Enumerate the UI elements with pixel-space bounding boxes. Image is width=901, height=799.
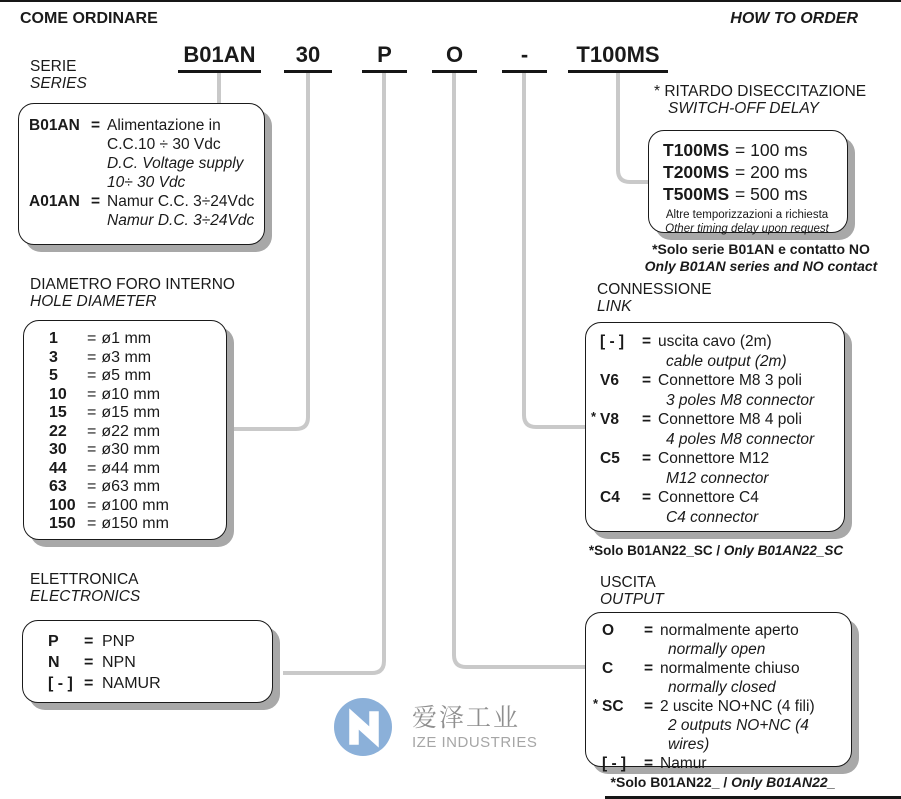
electronics-code: P [48,633,59,650]
equals-sign: = [644,698,654,715]
link-section-label [597,281,712,315]
hole-value: ø150 mm [101,515,169,532]
series-code: B01AN [29,117,80,134]
link-desc-italian: Connettore M12 [658,450,770,467]
code-segment-delay: T100MS [568,42,668,73]
delay-row [663,161,847,183]
output-code: O [602,622,615,639]
hole-value: ø100 mm [101,496,169,514]
output-desc-italian: Namur [660,755,707,772]
hole-value: ø63 mm [101,478,161,495]
series-description [107,192,258,230]
output-options-box [585,612,852,772]
delay-value: 500 ms [750,184,808,204]
hole-code: 1 [49,330,58,347]
electronics-options-box [22,620,273,703]
link-desc-english: 3 poles M8 connector [666,391,815,409]
hole-row [49,404,222,423]
equals-sign: = [87,367,97,384]
hole-code: 150 [49,515,76,532]
hole-value: ø22 mm [101,422,161,440]
link-desc-english: M12 connector [666,469,769,487]
output-desc-italian: 2 uscite NO+NC (4 fili) [660,698,815,715]
hole-code: 100 [49,496,76,514]
equals-sign: = [84,633,94,650]
equals-sign: = [87,330,97,347]
delay-footnote [630,241,892,275]
equals-sign: = [91,117,101,134]
output-code: SC [602,698,624,715]
link-code: [ - ] [600,333,625,350]
series-row [29,116,258,192]
link-desc-italian: uscita cavo (2m) [658,333,772,350]
link-footnote-bold: *Solo B01AN22_SC / [588,543,724,558]
hole-diameter-section-label [30,276,235,310]
equals-sign: = [84,675,94,692]
ize-logo-text [412,704,537,751]
output-desc-english: normally closed [668,679,776,696]
link-desc-english: 4 poles M8 connector [666,430,815,448]
output-desc-english: normally open [668,641,766,658]
hole-value: ø30 mm [101,441,161,458]
hole-label-italian: DIAMETRO FORO INTERNO [30,276,235,293]
hole-code: 30 [49,441,67,458]
code-segment-diameter: 30 [284,42,332,73]
output-row [593,696,849,754]
link-label-english: LINK [597,298,632,315]
equals-sign: = [87,404,97,421]
hole-code: 5 [49,367,58,384]
output-row [602,621,849,659]
equals-sign: = [735,162,746,182]
link-label-italian: CONNESSIONE [597,281,712,298]
electronics-row [48,673,268,694]
top-edge-line [0,0,901,2]
equals-sign: = [642,372,652,389]
hole-value: ø5 mm [101,367,152,384]
equals-sign: = [87,515,97,532]
link-desc-italian: Connettore C4 [658,489,759,506]
equals-sign: = [735,184,746,204]
link-desc-english: cable output (2m) [666,352,787,370]
equals-sign: = [87,459,97,477]
series-section-label [30,58,87,92]
electronics-row [48,631,268,652]
electronics-value: NAMUR [102,675,161,692]
hole-code: 44 [49,459,67,477]
link-desc-italian: Connettore M8 4 poli [658,411,802,428]
link-desc-english: C4 connector [666,508,759,526]
electronics-code: N [48,654,60,671]
link-row [600,371,842,410]
series-description [107,116,258,192]
hole-row [49,423,222,442]
output-label-italian: USCITA [600,574,656,591]
electronics-value: PNP [102,633,135,650]
connector-output-line [454,73,600,667]
equals-sign: = [642,489,652,506]
equals-sign: = [642,333,652,350]
code-segment-electronics: P [362,42,407,73]
equals-sign: = [735,140,746,160]
hole-row [49,515,222,534]
page-title-english: HOW TO ORDER [730,10,858,27]
electronics-code: [ - ] [48,675,73,692]
hole-row [49,330,222,349]
equals-sign: = [87,478,97,495]
delay-code: T500MS [663,184,730,204]
series-code: A01AN [29,193,80,210]
asterisk-marker: * [593,696,599,711]
output-desc-italian: normalmente aperto [660,622,799,639]
hole-row [49,367,222,386]
hole-row [49,460,222,479]
electronics-section-label [30,571,140,605]
connector-electronics-line [283,73,384,673]
link-code: V6 [600,372,619,389]
equals-sign: = [87,496,97,514]
equals-sign: = [84,654,94,671]
code-segment-series: B01AN [178,42,261,73]
link-footnote [583,543,849,558]
delay-value: 100 ms [750,140,808,160]
hole-diameter-options-box [23,320,227,540]
equals-sign: = [87,441,97,458]
equals-sign: = [642,411,652,428]
hole-row [49,349,222,368]
delay-code: T200MS [663,162,730,182]
hole-row [49,478,222,497]
electronics-value: NPN [102,654,136,671]
electronics-row [48,652,268,673]
hole-row [49,386,222,405]
equals-sign: = [91,193,101,210]
hole-value: ø3 mm [101,348,152,366]
series-desc-line: C.C.10 ÷ 30 Vdc [107,136,221,153]
delay-label-english: SWITCH-OFF DELAY [668,100,819,117]
code-segment-output: O [432,42,477,73]
hole-value: ø1 mm [101,330,152,347]
series-desc-line: Alimentazione in [107,117,221,134]
electronics-label-english: ELECTRONICS [30,588,141,605]
ize-logo-mark-icon [334,698,392,756]
hole-row [49,441,222,460]
series-label-italian: SERIE [30,58,77,75]
link-code: V8 [600,411,619,428]
link-row [591,409,842,449]
ize-logo-english-name: IZE INDUSTRIES [412,733,538,751]
hole-row [49,497,222,516]
ize-industries-logo [334,698,537,756]
hole-code: 10 [49,385,67,403]
link-row [600,488,842,527]
output-code: C [602,660,614,677]
hole-code: 3 [49,348,58,366]
output-desc-italian: normalmente chiuso [660,660,800,677]
output-footnote-italic: Only B01AN22_ [731,774,836,790]
link-footnote-italic: Only B01AN22_SC [723,543,844,558]
delay-footnote-italian: *Solo serie B01AN e contatto NO [652,241,870,257]
output-label-english: OUTPUT [600,591,664,608]
delay-notes [653,208,841,236]
series-row [29,192,258,230]
series-label-english: SERIES [30,75,87,92]
equals-sign: = [642,450,652,467]
code-segment-link: - [502,42,547,73]
hole-code: 22 [49,422,67,440]
equals-sign: = [87,422,97,440]
link-code: C5 [600,450,620,467]
series-options-box [18,103,265,245]
hole-value: ø10 mm [101,385,161,403]
link-options-box [585,322,845,532]
asterisk-marker: * [591,409,597,424]
link-desc-italian: Connettore M8 3 poli [658,372,802,389]
electronics-label-italian: ELETTRONICA [30,571,139,588]
hole-code: 63 [49,478,67,495]
delay-section-label [654,83,866,117]
delay-footnote-english: Only B01AN series and NO contact [644,258,878,274]
equals-sign: = [644,622,654,639]
equals-sign: = [644,660,654,677]
delay-row [663,139,847,161]
link-code: C4 [600,489,620,506]
page-title-italian: COME ORDINARE [20,10,158,27]
delay-note-english: Other timing delay upon request [665,223,829,235]
output-section-label [600,574,664,608]
output-code: [ - ] [602,755,627,772]
ize-logo-chinese-name: 爱泽工业 [412,702,521,732]
series-desc-line: 10÷ 30 Vdc [107,174,186,191]
delay-row [663,183,847,205]
output-footnote [592,774,854,790]
output-footnote-bold: *Solo B01AN22_ / [610,774,732,790]
hole-code: 15 [49,404,67,421]
series-desc-line: Namur C.C. 3÷24Vdc [107,193,255,210]
hole-value: ø44 mm [101,459,161,477]
delay-note-italian: Altre temporizzazioni a richiesta [665,209,829,221]
equals-sign: = [644,755,654,772]
equals-sign: = [87,348,97,366]
equals-sign: = [87,385,97,403]
series-desc-line: D.C. Voltage supply [107,155,244,172]
hole-label-english: HOLE DIAMETER [30,293,157,310]
delay-code: T100MS [663,140,730,160]
output-row [602,754,849,773]
series-desc-line: Namur D.C. 3÷24Vdc [107,212,255,229]
output-desc-english: 2 outputs NO+NC (4 wires) [668,717,809,753]
link-row [600,332,842,371]
delay-options-box [648,130,848,233]
output-row [602,659,849,697]
link-row [600,449,842,488]
delay-value: 200 ms [750,162,808,182]
hole-value: ø15 mm [101,404,161,421]
delay-label-italian: * RITARDO DISECCITAZIONE [654,83,867,100]
